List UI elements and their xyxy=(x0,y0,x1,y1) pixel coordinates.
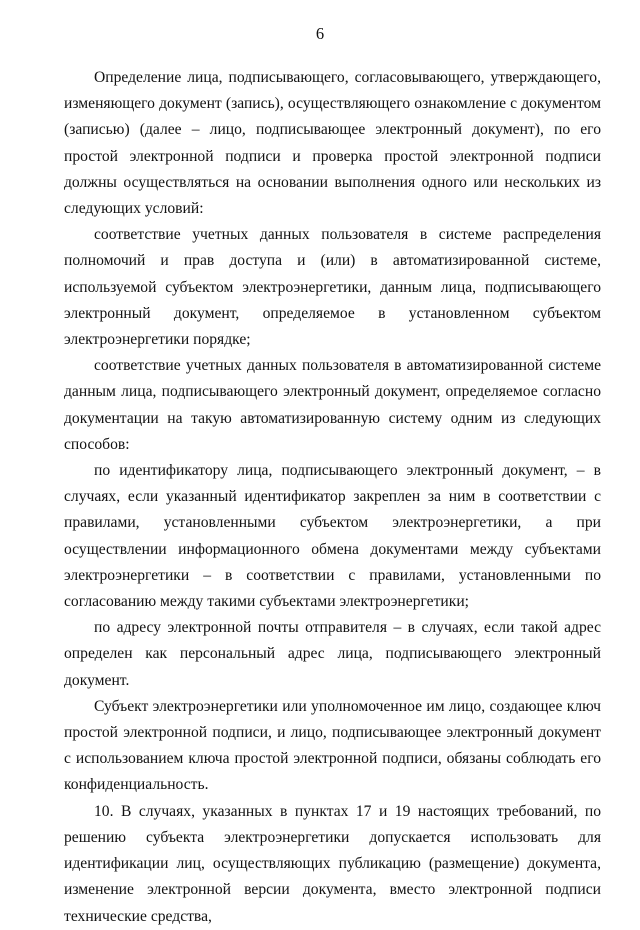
page-number: 6 xyxy=(315,24,325,43)
paragraph-condition-permissions-system: соответствие учетных данных пользователя в системе распределения полномочий и прав доступа и (или) в автоматизированной системе, используемой субъектом электроэнергетики, данным лица, подписывающего электронный документ, определяемое в установленном субъектом электроэнергетики порядке; xyxy=(64,226,601,349)
paragraph-method-email: по адресу электронной почты отправителя – в случаях, если такой адрес определен как персональный адрес лица, подписывающего электронный документ. xyxy=(64,619,601,689)
paragraph-condition-automated-system: соответствие учетных данных пользователя в автоматизированной системе данным лица, подписывающего электронный документ, определяемое согласно документации на такую автоматизированную систему одним из следующих способов: xyxy=(64,357,601,453)
paragraph-key-confidentiality: Субъект электроэнергетики или уполномоченное им лицо, создающее ключ простой электронной подписи, и лицо, подписывающее электронный документ с использованием ключа простой электронной подписи, обязаны соблюдать его конфиденциальность. xyxy=(64,697,601,794)
paragraph-signer-identification: Определение лица, подписывающего, согласовывающего, утверждающего, изменяющего документ (запись), осуществляющего ознакомление с документом (записью) (далее – лицо, подписывающее электронный документ), по его простой электронной подписи и проверка простой электронной подписи должны осуществляться на основании выполнения одного или нескольких из следующих условий: xyxy=(64,69,601,218)
paragraph-item-10: 10. В случаях, указанных в пунктах 17 и 19 настоящих требований, по решению субъекта электроэнергетики допускается использовать для идентификации лиц, осуществляющих публикацию (размещение) документа, изменение электронной версии документа, вместо электронной подписи технические средства, xyxy=(64,802,601,925)
paragraph-method-identifier: по идентификатору лица, подписывающего электронный документ, – в случаях, если указанный идентификатор закреплен за ним в соответствии с правилами, установленными субъектом электроэнергетики, а при осуществлении информационного обмена документами между субъектами электроэнергетики – в соответствии с правилами, установленными по согласованию между такими субъектами электроэнергетики; xyxy=(64,462,601,611)
document-body xyxy=(64,65,601,930)
